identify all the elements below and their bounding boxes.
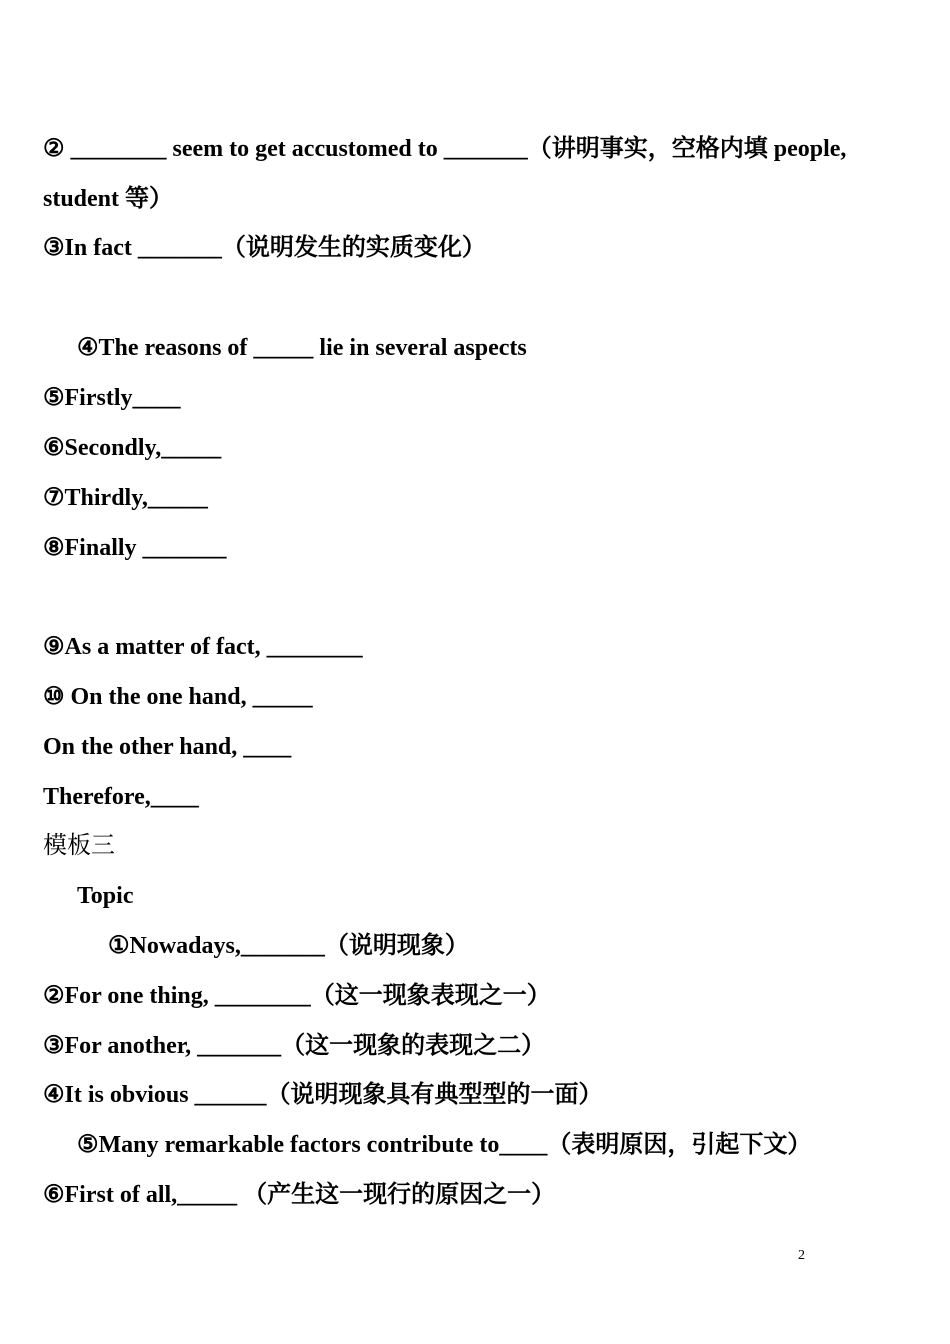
text-line-15: ①Nowadays,_______（说明现象） [108, 933, 469, 959]
text-line-16: ②For one thing, ________（这一现象表现之一） [43, 983, 551, 1009]
text-line-5: ⑤Firstly____ [43, 385, 181, 411]
text-line-10: ⑩ On the one hand, _____ [43, 684, 313, 710]
template-heading: 模板三 [43, 833, 115, 859]
text-line-9: ⑨As a matter of fact, ________ [43, 634, 363, 660]
text-line-1: ② ________ seem to get accustomed to _______（讲明事实，空格内填 people, [43, 136, 847, 162]
text-line-11: On the other hand, ____ [43, 734, 292, 760]
text-line-3: ③In fact _______（说明发生的实质变化） [43, 235, 486, 261]
text-line-17: ③For another, _______（这一现象的表现之二） [43, 1033, 546, 1059]
text-line-2: student 等） [43, 186, 174, 212]
page-number: 2 [798, 1248, 805, 1263]
text-line-20: ⑥First of all,_____ （产生这一现行的原因之一） [43, 1182, 556, 1208]
text-line-19: ⑤Many remarkable factors contribute to____（表明原因，引起下文） [77, 1132, 812, 1158]
topic-label: Topic [77, 883, 134, 909]
text-line-6: ⑥Secondly,_____ [43, 435, 222, 461]
text-line-12: Therefore,____ [43, 784, 199, 810]
text-line-8: ⑧Finally _______ [43, 535, 227, 561]
text-line-7: ⑦Thirdly,_____ [43, 485, 208, 511]
text-line-18: ④It is obvious ______（说明现象具有典型型的一面） [43, 1082, 603, 1108]
text-line-4: ④The reasons of _____ lie in several aspects [77, 335, 527, 361]
